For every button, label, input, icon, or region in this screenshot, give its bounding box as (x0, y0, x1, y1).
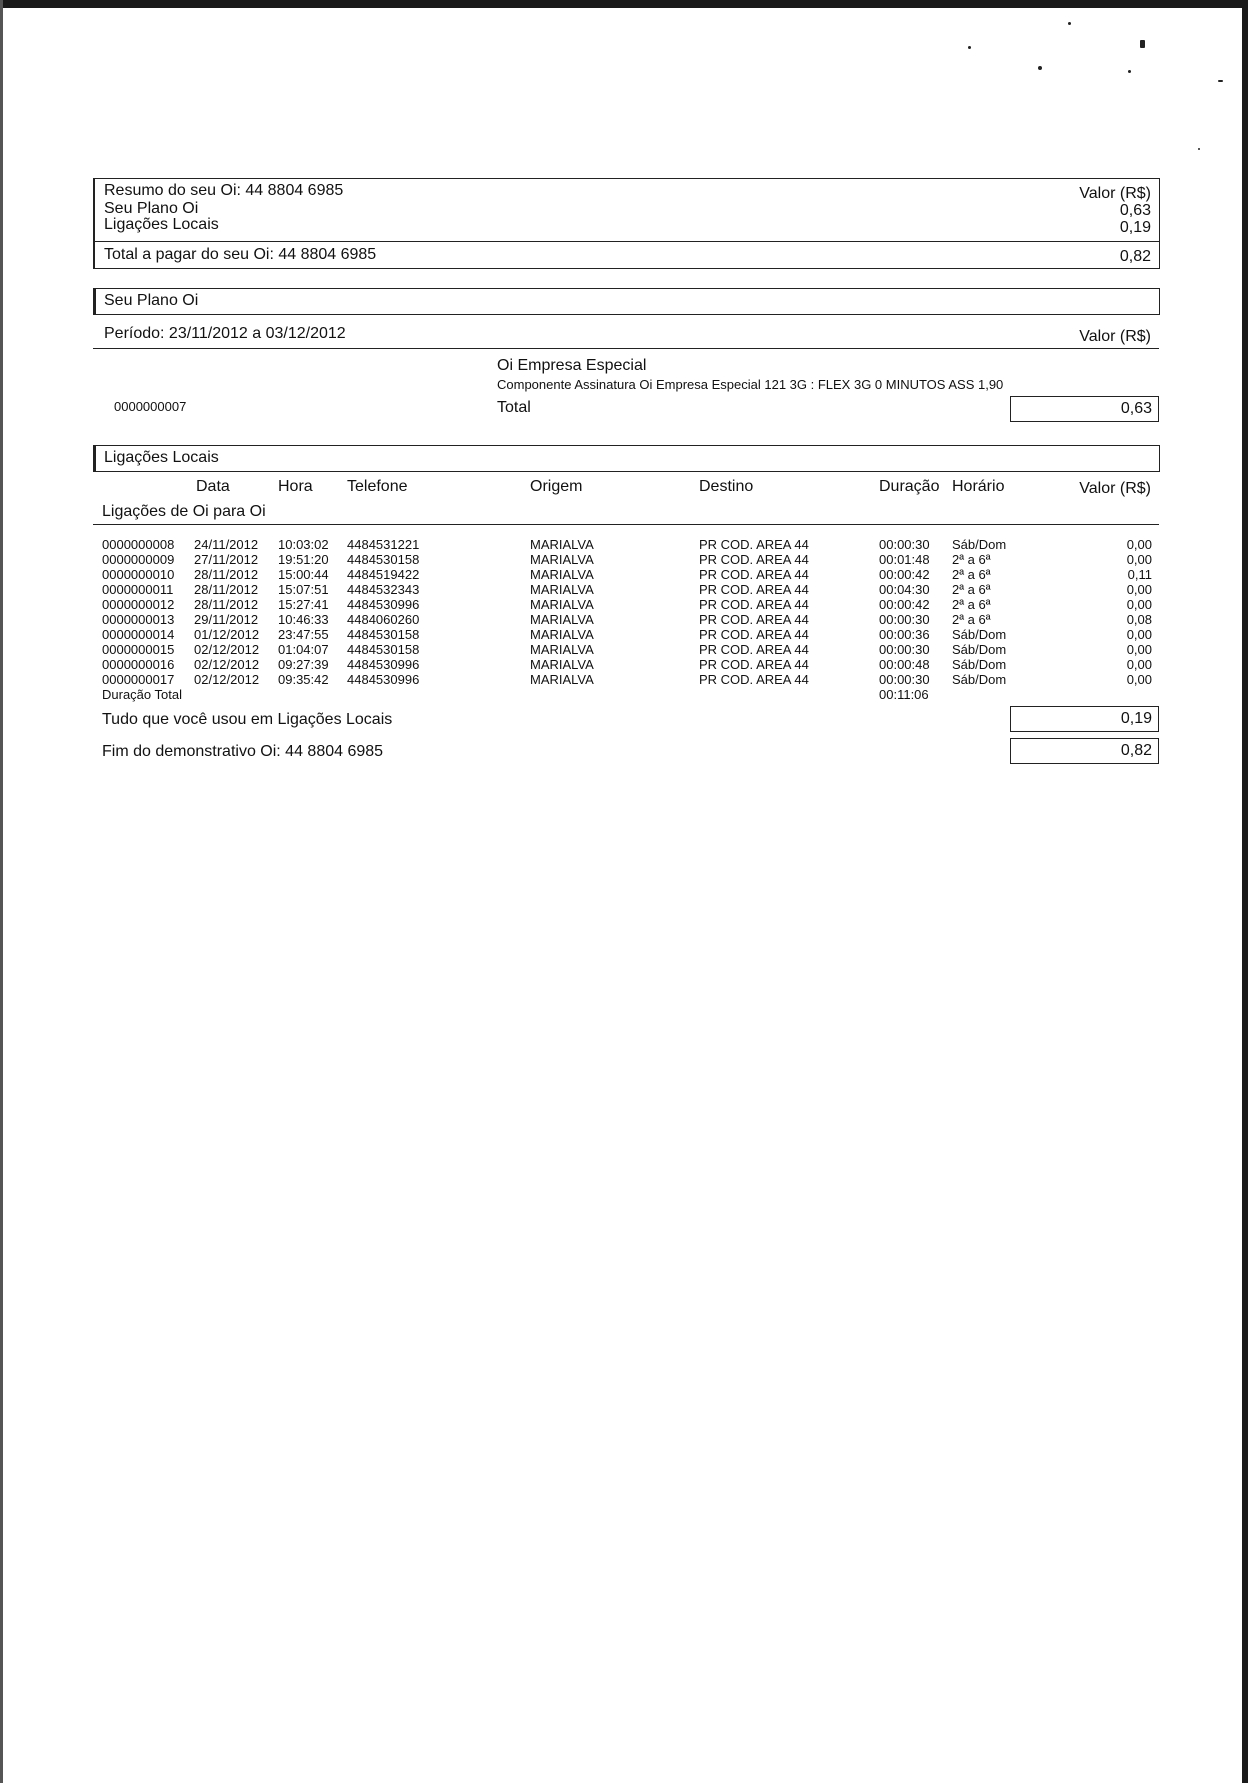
cell-destination: PR COD. AREA 44 (699, 627, 809, 642)
scan-speck (1038, 66, 1042, 70)
cell-phone: 4484530996 (347, 657, 420, 672)
calls-used-label: Tudo que você usou em Ligações Locais (102, 711, 393, 728)
summary-item-calls-label: Ligações Locais (104, 216, 219, 233)
cell-value: 0,00 (1126, 642, 1152, 657)
cell-destination: PR COD. AREA 44 (699, 612, 809, 627)
cell-date: 28/11/2012 (194, 567, 259, 582)
plan-section-title: Seu Plano Oi (104, 292, 199, 309)
cell-duration: 00:00:36 (879, 627, 930, 642)
scan-speck (1198, 148, 1200, 150)
table-row (102, 582, 1152, 597)
cell-origin: MARIALVA (530, 537, 594, 552)
cell-period: 2ª a 6ª (952, 567, 991, 582)
cell-value: 0,00 (1126, 657, 1152, 672)
cell-duration: 00:00:42 (879, 597, 930, 612)
cell-destination: PR COD. AREA 44 (699, 567, 809, 582)
cell-period: Sáb/Dom (952, 642, 1007, 657)
summary-item-calls-value: 0,19 (1119, 219, 1151, 236)
scan-speck (968, 46, 971, 49)
cell-origin: MARIALVA (530, 597, 594, 612)
end-of-statement-label: Fim do demonstrativo Oi: 44 8804 6985 (102, 743, 384, 760)
cell-value: 0,00 (1126, 597, 1152, 612)
calls-used-value: 0,19 (1010, 706, 1159, 732)
col-header-data: Data (196, 478, 230, 495)
cell-duration: 00:00:30 (879, 612, 930, 627)
cell-time: 15:27:41 (278, 597, 329, 612)
cell-id: 0000000012 (102, 597, 175, 612)
summary-total-label: Total a pagar do seu Oi: 44 8804 6985 (104, 246, 377, 263)
table-row (102, 642, 1152, 657)
cell-period: 2ª a 6ª (952, 597, 991, 612)
cell-destination: PR COD. AREA 44 (699, 552, 809, 567)
cell-duration: 00:00:30 (879, 672, 930, 687)
cell-period: 2ª a 6ª (952, 552, 991, 567)
cell-period: Sáb/Dom (952, 627, 1007, 642)
cell-phone: 4484531221 (347, 537, 420, 552)
duration-total-label: Duração Total (102, 687, 182, 702)
duration-total-value: 00:11:06 (879, 687, 929, 702)
cell-time: 09:27:39 (278, 657, 329, 672)
cell-value: 0,00 (1126, 582, 1152, 597)
col-header-horario: Horário (952, 478, 1005, 495)
cell-destination: PR COD. AREA 44 (699, 582, 809, 597)
cell-id: 0000000013 (102, 612, 175, 627)
cell-duration: 00:00:30 (879, 537, 930, 552)
cell-duration: 00:01:48 (879, 552, 930, 567)
cell-period: Sáb/Dom (952, 657, 1007, 672)
table-row (102, 567, 1152, 582)
cell-destination: PR COD. AREA 44 (699, 537, 809, 552)
cell-date: 28/11/2012 (194, 582, 259, 597)
scan-edge-right (1242, 0, 1248, 1783)
cell-time: 15:07:51 (278, 582, 329, 597)
cell-phone: 4484530996 (347, 597, 420, 612)
summary-item-plan-value: 0,63 (1119, 202, 1151, 219)
cell-id: 0000000009 (102, 552, 175, 567)
cell-date: 29/11/2012 (194, 612, 259, 627)
col-header-origem: Origem (530, 478, 583, 495)
cell-destination: PR COD. AREA 44 (699, 642, 809, 657)
scan-speck (1218, 80, 1223, 82)
cell-id: 0000000010 (102, 567, 175, 582)
cell-destination: PR COD. AREA 44 (699, 597, 809, 612)
cell-id: 0000000014 (102, 627, 175, 642)
summary-separator (93, 241, 1159, 242)
cell-phone: 4484532343 (347, 582, 420, 597)
plan-section-header (93, 288, 1160, 315)
cell-date: 27/11/2012 (194, 552, 259, 567)
summary-value-header: Valor (R$) (1079, 185, 1151, 202)
table-row (102, 627, 1152, 642)
cell-phone: 4484519422 (347, 567, 420, 582)
summary-title: Resumo do seu Oi: 44 8804 6985 (104, 182, 344, 199)
cell-period: 2ª a 6ª (952, 612, 991, 627)
cell-value: 0,00 (1126, 672, 1152, 687)
col-header-hora: Hora (278, 478, 313, 495)
table-row (102, 657, 1152, 672)
cell-date: 28/11/2012 (194, 597, 259, 612)
calls-group-title: Ligações de Oi para Oi (102, 503, 266, 520)
cell-phone: 4484530158 (347, 552, 420, 567)
cell-id: 0000000011 (102, 582, 174, 597)
cell-duration: 00:00:48 (879, 657, 930, 672)
table-row (102, 612, 1152, 627)
table-row (102, 672, 1152, 687)
cell-period: Sáb/Dom (952, 537, 1007, 552)
plan-period: Período: 23/11/2012 a 03/12/2012 (104, 325, 346, 342)
plan-total-label: Total (497, 399, 531, 416)
cell-origin: MARIALVA (530, 612, 594, 627)
calls-section-header (93, 445, 1160, 472)
cell-phone: 4484530158 (347, 627, 420, 642)
cell-time: 19:51:20 (278, 552, 329, 567)
cell-duration: 00:00:30 (879, 642, 930, 657)
scan-edge-top (0, 0, 1248, 8)
cell-phone: 4484530996 (347, 672, 420, 687)
cell-origin: MARIALVA (530, 642, 594, 657)
col-header-valor: Valor (R$) (1079, 480, 1151, 497)
calls-divider (93, 524, 1159, 525)
cell-id: 0000000017 (102, 672, 175, 687)
cell-origin: MARIALVA (530, 627, 594, 642)
calls-section-title: Ligações Locais (104, 449, 219, 466)
cell-duration: 00:00:42 (879, 567, 930, 582)
cell-date: 02/12/2012 (194, 672, 260, 687)
col-header-duracao: Duração (879, 478, 940, 495)
col-header-destino: Destino (699, 478, 754, 495)
scan-edge-left (0, 0, 3, 1783)
cell-time: 01:04:07 (278, 642, 329, 657)
cell-time: 15:00:44 (278, 567, 329, 582)
summary-total-value: 0,82 (1119, 248, 1151, 265)
col-header-telefone: Telefone (347, 478, 408, 495)
summary-item-plan-label: Seu Plano Oi (104, 200, 199, 217)
cell-id: 0000000015 (102, 642, 175, 657)
cell-time: 23:47:55 (278, 627, 329, 642)
cell-phone: 4484060260 (347, 612, 420, 627)
cell-value: 0,00 (1126, 537, 1152, 552)
plan-name: Oi Empresa Especial (497, 357, 647, 374)
cell-date: 02/12/2012 (194, 642, 260, 657)
scan-speck (1140, 40, 1145, 48)
table-row (102, 552, 1152, 567)
cell-date: 02/12/2012 (194, 657, 260, 672)
plan-divider (93, 348, 1159, 349)
cell-phone: 4484530158 (347, 642, 420, 657)
end-of-statement-value: 0,82 (1010, 738, 1159, 764)
cell-period: 2ª a 6ª (952, 582, 991, 597)
table-row (102, 597, 1152, 612)
cell-value: 0,00 (1126, 627, 1152, 642)
cell-value: 0,08 (1126, 612, 1152, 627)
scan-speck (1068, 22, 1071, 25)
cell-id: 0000000016 (102, 657, 175, 672)
scan-speck (1128, 70, 1131, 73)
cell-time: 10:46:33 (278, 612, 329, 627)
cell-origin: MARIALVA (530, 582, 594, 597)
cell-destination: PR COD. AREA 44 (699, 672, 809, 687)
cell-origin: MARIALVA (530, 657, 594, 672)
cell-time: 10:03:02 (278, 537, 329, 552)
table-row (102, 537, 1152, 552)
plan-ref-id: 0000000007 (114, 399, 187, 414)
cell-value: 0,11 (1127, 567, 1152, 582)
plan-value-header: Valor (R$) (1079, 328, 1151, 345)
cell-origin: MARIALVA (530, 552, 594, 567)
plan-component: Componente Assinatura Oi Empresa Especial 121 3G : FLEX 3G 0 MINUTOS ASS 1,90 (497, 377, 1004, 392)
cell-origin: MARIALVA (530, 672, 594, 687)
plan-total-value: 0,63 (1010, 396, 1159, 422)
cell-date: 24/11/2012 (194, 537, 259, 552)
cell-id: 0000000008 (102, 537, 175, 552)
cell-duration: 00:04:30 (879, 582, 930, 597)
cell-origin: MARIALVA (530, 567, 594, 582)
cell-destination: PR COD. AREA 44 (699, 657, 809, 672)
cell-period: Sáb/Dom (952, 672, 1007, 687)
cell-value: 0,00 (1126, 552, 1152, 567)
cell-time: 09:35:42 (278, 672, 329, 687)
cell-date: 01/12/2012 (194, 627, 260, 642)
